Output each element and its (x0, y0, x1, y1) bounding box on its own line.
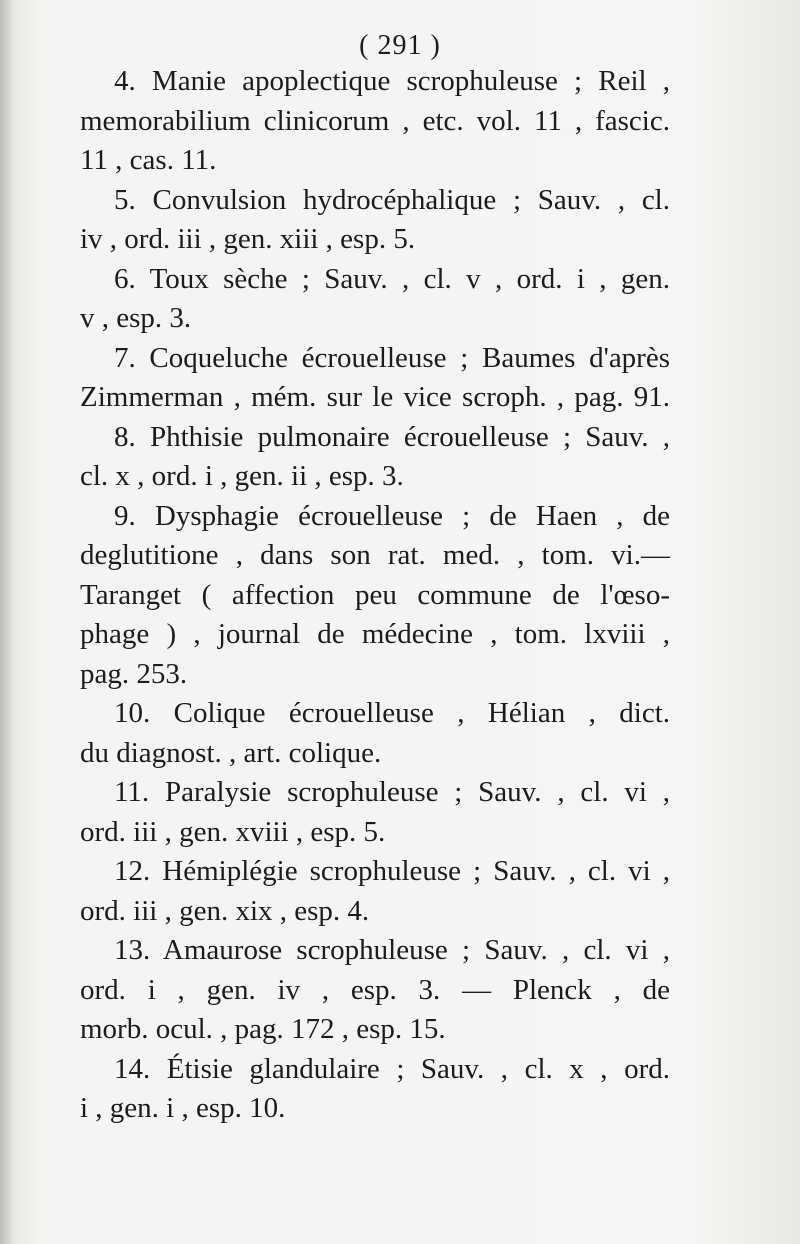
text-line: iv , ord. iii , gen. xiii , esp. 5. (80, 223, 416, 255)
text-line: v , esp. 3. (80, 302, 192, 334)
text-line: 11 , cas. 11. (80, 144, 217, 176)
page-body (80, 62, 670, 1129)
text-line: ord. iii , gen. xviii , esp. 5. (80, 815, 386, 848)
text-line: 5. Convulsion hydrocéphalique ; Sauv. , cl. (114, 183, 670, 216)
text-line: Taranget ( affection peu commune de l'œso- (80, 578, 670, 611)
text-line: ord. i , gen. iv , esp. 3. — Plenck , de (80, 973, 670, 1006)
page-number: ( 291 ) (359, 30, 441, 61)
text-line: i , gen. i , esp. 10. (80, 1092, 286, 1124)
text-line: 7. Coqueluche écrouelleuse ; Baumes d'après (114, 341, 670, 374)
text-line: Zimmerman , mém. sur le vice scroph. , pag. 91. (80, 381, 670, 413)
text-line: 10. Colique écrouelleuse , Hélian , dict. (114, 697, 670, 729)
text-line: 12. Hémiplégie scrophuleuse ; Sauv. , cl. vi , (114, 855, 670, 887)
text-line: 8. Phthisie pulmonaire écrouelleuse ; Sauv. , (114, 420, 670, 453)
text-line: 14. Étisie glandulaire ; Sauv. , cl. x , ord. (114, 1052, 670, 1085)
text-line: du diagnost. , art. colique. (80, 736, 382, 769)
text-line: pag. 253. (80, 657, 188, 690)
text-line: 11. Paralysie scrophuleuse ; Sauv. , cl. vi , (114, 776, 670, 808)
text-line: deglutitione , dans son rat. med. , tom. vi.— (80, 539, 670, 571)
text-line: cl. x , ord. i , gen. ii , esp. 3. (80, 460, 404, 492)
text-line: phage ) , journal de médecine , tom. lxviii , (80, 618, 670, 650)
text-line: morb. ocul. , pag. 172 , esp. 15. (80, 1013, 446, 1045)
text-line: 9. Dysphagie écrouelleuse ; de Haen , de (114, 499, 670, 532)
spine-shadow (0, 0, 14, 1244)
text-line: 4. Manie apoplectique scrophuleuse ; Reil , (114, 65, 670, 97)
text-line: 13. Amaurose scrophuleuse ; Sauv. , cl. vi , (114, 934, 670, 966)
text-line: 6. Toux sèche ; Sauv. , cl. v , ord. i , gen. (114, 262, 670, 295)
text-line: memorabilium clinicorum , etc. vol. 11 , fascic. (80, 104, 670, 137)
text-line: ord. iii , gen. xix , esp. 4. (80, 894, 370, 927)
